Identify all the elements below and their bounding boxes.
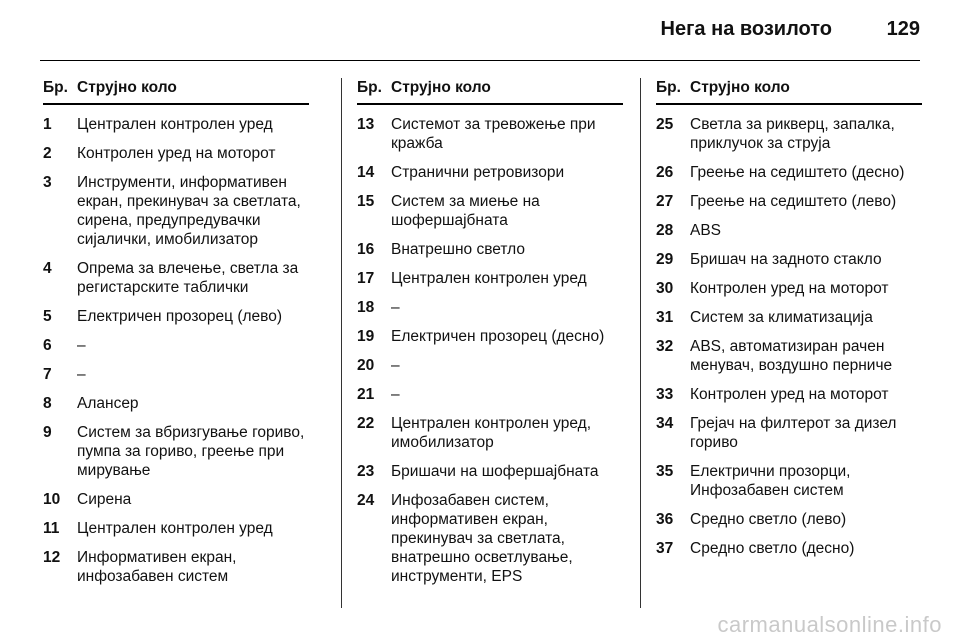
circuit-name: – xyxy=(77,366,86,383)
table-row xyxy=(357,414,623,452)
header-circuit: Струјно коло xyxy=(690,79,790,96)
circuit-name: Бришачи на шофершајбната xyxy=(391,463,599,480)
circuit-name: Греење на седиштето (десно) xyxy=(690,164,905,181)
page-title: Нега на возилото xyxy=(660,18,832,40)
header-circuit: Струјно коло xyxy=(77,79,177,96)
circuit-name: ABS, автоматизиран рачен менувач, воздушно перниче xyxy=(690,338,893,374)
table-row xyxy=(43,336,309,355)
table-row xyxy=(43,548,309,586)
fuse-table-column-3 xyxy=(656,78,922,558)
circuit-name: Системот за тревожење при кражба xyxy=(391,116,596,152)
header-number: Бр. xyxy=(43,79,68,96)
fuse-number: 1 xyxy=(43,116,52,133)
fuse-number: 6 xyxy=(43,337,52,354)
circuit-name: Контролен уред на моторот xyxy=(690,280,889,297)
table-row xyxy=(656,385,922,404)
table-row xyxy=(656,337,922,375)
fuse-number: 32 xyxy=(656,338,674,355)
circuit-name: Опрема за влечење, светла за регистарските таблички xyxy=(77,260,299,296)
table-row xyxy=(656,250,922,269)
table-row xyxy=(656,510,922,529)
table-row xyxy=(43,394,309,413)
fuse-number: 13 xyxy=(357,116,375,133)
fuse-number: 4 xyxy=(43,260,52,277)
circuit-name: Централен контролен уред xyxy=(391,270,587,287)
circuit-name: Централен контролен уред, имобилизатор xyxy=(391,415,592,451)
circuit-name: Информативен екран, инфозабавен систем xyxy=(77,549,237,585)
table-row xyxy=(357,462,623,481)
fuse-number: 28 xyxy=(656,222,674,239)
fuse-number: 10 xyxy=(43,491,61,508)
table-row xyxy=(357,491,623,586)
circuit-name: Инфозабавен систем, информативен екран, прекинувач за светлата, внатрешно осветлување, инструменти, EPS xyxy=(391,492,573,585)
fuse-number: 21 xyxy=(357,386,375,403)
circuit-name: Централен контролен уред xyxy=(77,520,273,537)
circuit-name: Средно светло (лево) xyxy=(690,511,847,528)
circuit-name: Странични ретровизори xyxy=(391,164,565,181)
fuse-number: 25 xyxy=(656,116,674,133)
table-row xyxy=(43,423,309,480)
watermark: carmanualsonline.info xyxy=(717,612,942,637)
circuit-name: – xyxy=(77,337,86,354)
column-divider xyxy=(640,78,641,608)
header-number: Бр. xyxy=(357,79,382,96)
table-row xyxy=(357,269,623,288)
circuit-name: ABS xyxy=(690,222,722,239)
table-row xyxy=(43,490,309,509)
table-header xyxy=(43,78,309,105)
fuse-number: 34 xyxy=(656,415,674,432)
fuse-number: 24 xyxy=(357,492,375,509)
fuse-number: 31 xyxy=(656,309,674,326)
table-row xyxy=(357,385,623,404)
fuse-number: 15 xyxy=(357,193,375,210)
table-header xyxy=(357,78,623,105)
circuit-name: Греење на седиштето (лево) xyxy=(690,193,897,210)
table-row xyxy=(656,308,922,327)
fuse-number: 5 xyxy=(43,308,52,325)
circuit-name: Систем за климатизација xyxy=(690,309,873,326)
table-row xyxy=(656,462,922,500)
fuse-number: 3 xyxy=(43,174,52,191)
table-row xyxy=(656,539,922,558)
table-row xyxy=(656,221,922,240)
circuit-name: Електричен прозорец (лево) xyxy=(77,308,283,325)
circuit-name: Грејач на филтерот за дизел гориво xyxy=(690,415,897,451)
fuse-number: 36 xyxy=(656,511,674,528)
table-row xyxy=(43,115,309,134)
fuse-number: 12 xyxy=(43,549,61,566)
fuse-number: 27 xyxy=(656,193,674,210)
table-row xyxy=(656,414,922,452)
circuit-name: Светла за рикверц, запалка, приклучок за струја xyxy=(690,116,895,152)
fuse-number: 33 xyxy=(656,386,674,403)
table-row xyxy=(656,279,922,298)
circuit-name: – xyxy=(391,299,400,316)
circuit-name: Електричен прозорец (десно) xyxy=(391,328,605,345)
fuse-number: 9 xyxy=(43,424,52,441)
table-row xyxy=(357,356,623,375)
circuit-name: Систем за вбризгување гориво, пумпа за гориво, греење при мирување xyxy=(77,424,305,479)
circuit-name: Контролен уред на моторот xyxy=(690,386,889,403)
circuit-name: Внатрешно светло xyxy=(391,241,525,258)
fuse-number: 29 xyxy=(656,251,674,268)
circuit-name: Централен контролен уред xyxy=(77,116,273,133)
circuit-name: – xyxy=(391,386,400,403)
circuit-name: Бришач на задното стакло xyxy=(690,251,882,268)
circuit-name: Контролен уред на моторот xyxy=(77,145,276,162)
table-header xyxy=(656,78,922,105)
fuse-number: 11 xyxy=(43,520,60,537)
table-row xyxy=(43,307,309,326)
circuit-name: Инструменти, информативен екран, прекинувач за светлата, сирена, предупредувачки сијалички, имобилизатор xyxy=(77,174,301,248)
table-row xyxy=(357,163,623,182)
fuse-table-column-1 xyxy=(43,78,309,586)
fuse-table-column-2 xyxy=(357,78,623,586)
table-row xyxy=(357,192,623,230)
fuse-number: 23 xyxy=(357,463,375,480)
fuse-number: 22 xyxy=(357,415,375,432)
table-row xyxy=(43,519,309,538)
fuse-number: 37 xyxy=(656,540,674,557)
circuit-name: Систем за миење на шофершајбната xyxy=(391,193,540,229)
table-row xyxy=(43,259,309,297)
page-number: 129 xyxy=(886,18,920,40)
table-row xyxy=(357,327,623,346)
fuse-number: 14 xyxy=(357,164,375,181)
fuse-number: 30 xyxy=(656,280,674,297)
column-divider xyxy=(341,78,342,608)
fuse-number: 16 xyxy=(357,241,375,258)
circuit-name: Сирена xyxy=(77,491,132,508)
header-circuit: Струјно коло xyxy=(391,79,491,96)
fuse-number: 20 xyxy=(357,357,375,374)
fuse-number: 19 xyxy=(357,328,375,345)
table-row xyxy=(43,365,309,384)
fuse-number: 26 xyxy=(656,164,674,181)
circuit-name: Средно светло (десно) xyxy=(690,540,855,557)
circuit-name: Електрични прозорци, Инфозабавен систем xyxy=(690,463,851,499)
table-row xyxy=(656,163,922,182)
page-header xyxy=(40,0,920,61)
fuse-number: 7 xyxy=(43,366,52,383)
fuse-number: 8 xyxy=(43,395,52,412)
table-row xyxy=(357,115,623,153)
circuit-name: – xyxy=(391,357,400,374)
table-row xyxy=(357,240,623,259)
table-row xyxy=(43,144,309,163)
fuse-number: 18 xyxy=(357,299,375,316)
table-row xyxy=(656,192,922,211)
table-row xyxy=(357,298,623,317)
fuse-number: 17 xyxy=(357,270,375,287)
fuse-number: 35 xyxy=(656,463,674,480)
fuse-number: 2 xyxy=(43,145,52,162)
table-row xyxy=(656,115,922,153)
circuit-name: Алансер xyxy=(77,395,139,412)
header-number: Бр. xyxy=(656,79,681,96)
table-row xyxy=(43,173,309,249)
